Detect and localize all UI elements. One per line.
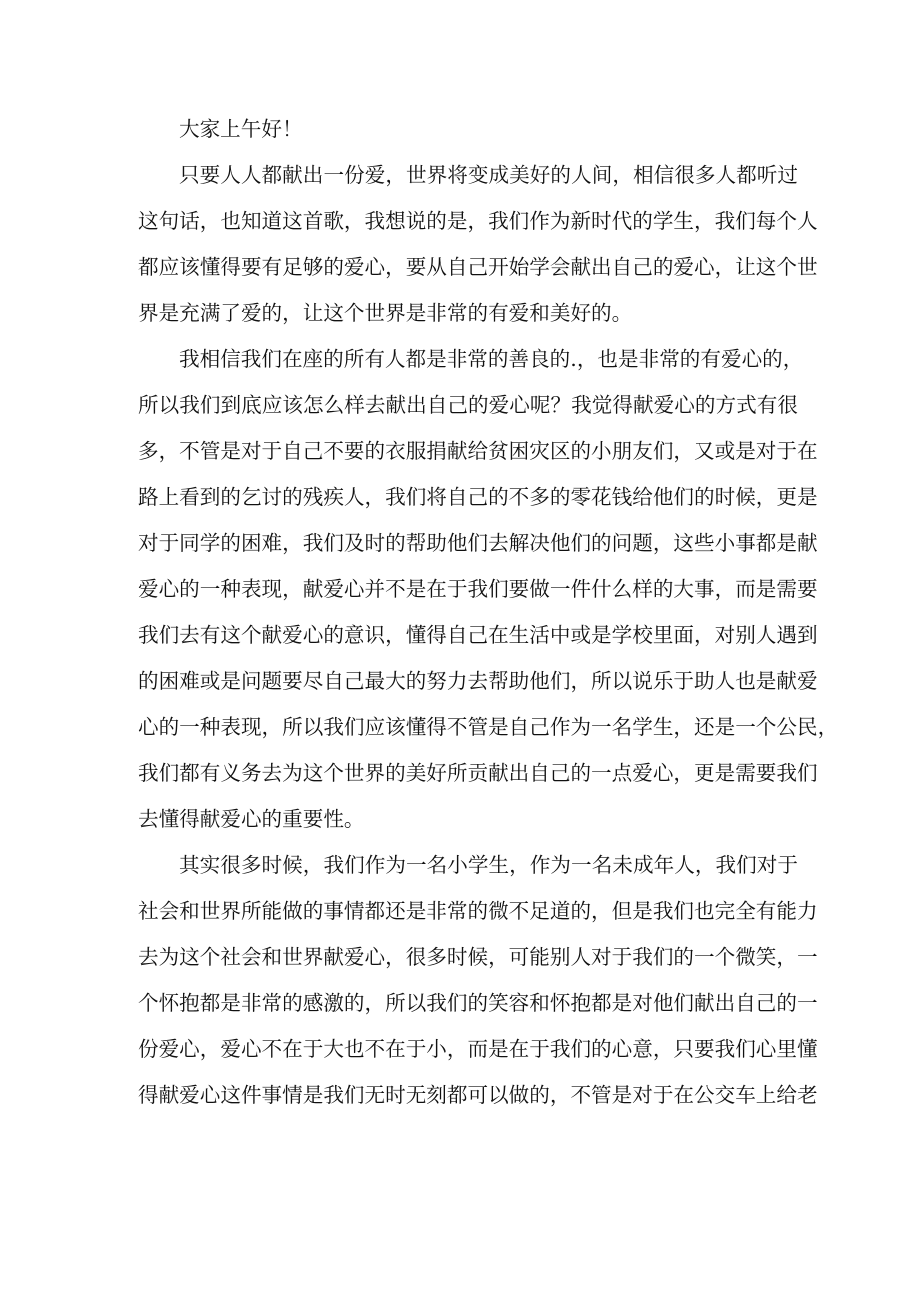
text-line: 只要人人都献出一份爱，世界将变成美好的人间，相信很多人都听过 <box>179 163 798 187</box>
paragraph-1 <box>138 152 818 336</box>
text-line: 多，不管是对于自己不要的衣服捐献给贫困灾区的小朋友们，又或是对于在 <box>138 439 818 463</box>
text-line: 得献爱心这件事情是我们无时无刻都可以做的，不管是对于在公交车上给老 <box>138 1083 818 1107</box>
document-page <box>138 106 839 1118</box>
text-line: 心的一种表现，所以我们应该懂得不管是自己作为一名学生，还是一个公民， <box>138 715 839 739</box>
text-line: 社会和世界所能做的事情都还是非常的微不足道的，但是我们也完全有能力 <box>138 899 818 923</box>
text-line: 界是充满了爱的，让这个世界是非常的有爱和美好的。 <box>138 301 633 325</box>
greeting-paragraph <box>138 106 798 152</box>
paragraph-2 <box>138 336 839 842</box>
text-line: 大家上午好！ <box>179 117 303 141</box>
text-line: 所以我们到底应该怎么样去献出自己的爱心呢？我觉得献爱心的方式有很 <box>138 393 798 417</box>
text-line: 去为这个社会和世界献爱心，很多时候，可能别人对于我们的一个微笑，一 <box>138 945 818 969</box>
text-line: 我相信我们在座的所有人都是非常的善良的.，也是非常的有爱心的， <box>179 347 804 371</box>
text-line: 其实很多时候，我们作为一名小学生，作为一名未成年人，我们对于 <box>179 853 798 877</box>
text-line: 我们都有义务去为这个世界的美好所贡献出自己的一点爱心，更是需要我们 <box>138 761 818 785</box>
text-line: 的困难或是问题要尽自己最大的努力去帮助他们，所以说乐于助人也是献爱 <box>138 669 818 693</box>
text-line: 爱心的一种表现，献爱心并不是在于我们要做一件什么样的大事，而是需要 <box>138 577 818 601</box>
text-line: 份爱心，爱心不在于大也不在于小，而是在于我们的心意，只要我们心里懂 <box>138 1037 818 1061</box>
text-line: 个怀抱都是非常的感激的，所以我们的笑容和怀抱都是对他们献出自己的一 <box>138 991 818 1015</box>
text-line: 路上看到的乞讨的残疾人，我们将自己的不多的零花钱给他们的时候，更是 <box>138 485 818 509</box>
text-line: 去懂得献爱心的重要性。 <box>138 807 365 831</box>
paragraph-3 <box>138 842 818 1118</box>
text-line: 这句话，也知道这首歌，我想说的是，我们作为新时代的学生，我们每个人 <box>138 209 818 233</box>
text-line: 对于同学的困难，我们及时的帮助他们去解决他们的问题，这些小事都是献 <box>138 531 818 555</box>
text-line: 都应该懂得要有足够的爱心，要从自己开始学会献出自己的爱心，让这个世 <box>138 255 818 279</box>
text-line: 我们去有这个献爱心的意识，懂得自己在生活中或是学校里面，对别人遇到 <box>138 623 818 647</box>
